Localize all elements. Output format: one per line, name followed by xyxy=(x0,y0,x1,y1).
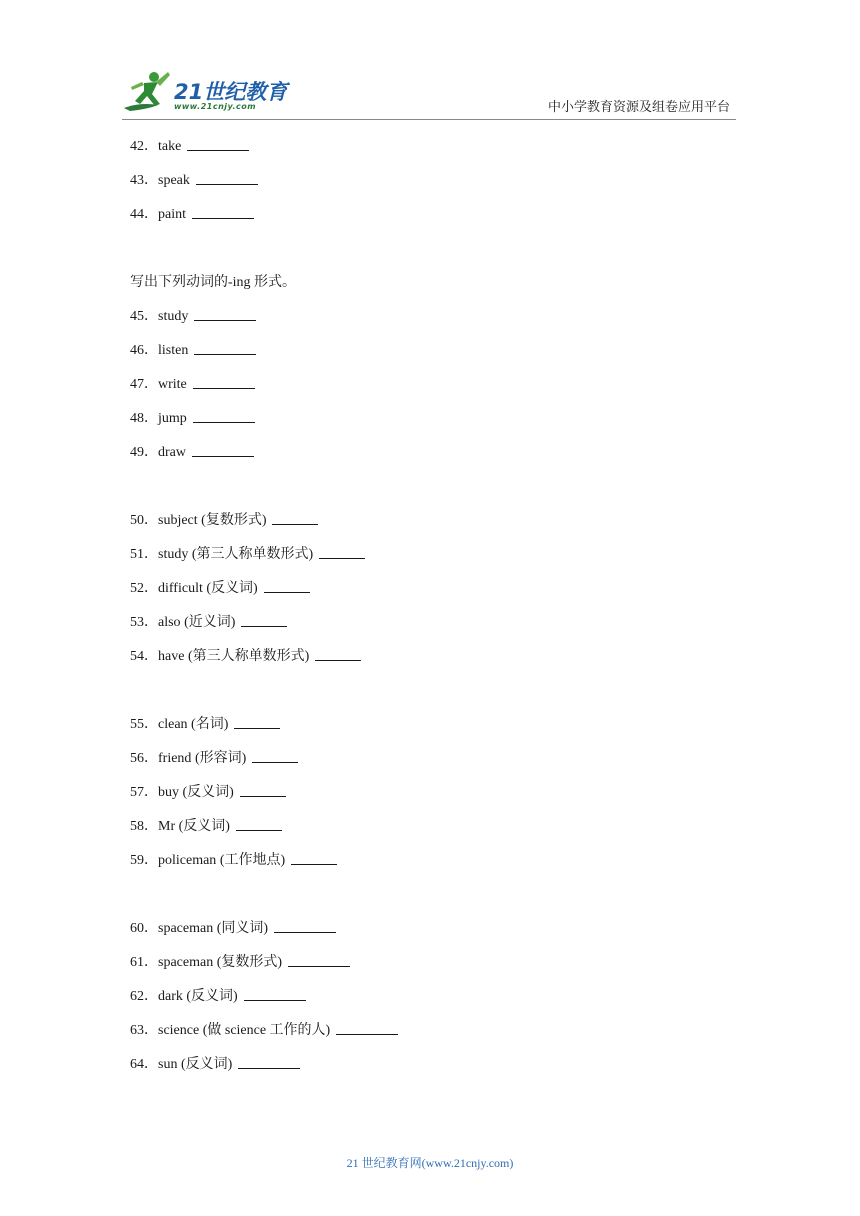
exercise-item xyxy=(130,983,750,1017)
item-hint: (名词) xyxy=(191,717,229,732)
exercise-list xyxy=(130,133,750,1085)
exercise-item xyxy=(130,541,750,575)
item-number: 63． xyxy=(130,1023,158,1038)
item-word: take xyxy=(158,139,182,154)
group-spacer xyxy=(130,881,750,915)
section-instruction: 写出下列动词的-ing 形式。 xyxy=(130,275,297,290)
item-hint: (同义词) xyxy=(216,921,269,936)
exercise-item xyxy=(130,711,750,745)
item-number: 43． xyxy=(130,173,158,188)
exercise-item xyxy=(130,1051,750,1085)
item-number: 54． xyxy=(130,649,158,664)
item-number: 44． xyxy=(130,207,158,222)
answer-blank[interactable] xyxy=(274,916,336,933)
logo xyxy=(122,68,292,118)
answer-blank[interactable] xyxy=(236,814,282,831)
item-word: write xyxy=(158,377,187,392)
item-number: 45． xyxy=(130,309,158,324)
item-word: have xyxy=(158,649,185,664)
exercise-item xyxy=(130,915,750,949)
item-hint: (复数形式) xyxy=(201,513,267,528)
item-number: 42． xyxy=(130,139,158,154)
item-number: 51． xyxy=(130,547,158,562)
item-word: spaceman xyxy=(158,921,214,936)
exercise-item xyxy=(130,813,750,847)
item-number: 59． xyxy=(130,853,158,868)
exercise-item xyxy=(130,303,750,337)
answer-blank[interactable] xyxy=(193,406,255,423)
exercise-item xyxy=(130,167,750,201)
item-word: clean xyxy=(158,717,188,732)
group-spacer xyxy=(130,473,750,507)
item-number: 58． xyxy=(130,819,158,834)
item-number: 55． xyxy=(130,717,158,732)
exercise-item xyxy=(130,405,750,439)
item-word: study xyxy=(158,309,189,324)
item-hint: (反义词) xyxy=(180,1057,233,1072)
group-spacer xyxy=(130,677,750,711)
item-number: 56． xyxy=(130,751,158,766)
item-hint: (第三人称单数形式) xyxy=(187,649,310,664)
answer-blank[interactable] xyxy=(291,848,337,865)
item-word: buy xyxy=(158,785,179,800)
answer-blank[interactable] xyxy=(192,440,254,457)
header-divider xyxy=(122,119,736,120)
exercise-item xyxy=(130,201,750,235)
exercise-item xyxy=(130,337,750,371)
item-word: study xyxy=(158,547,189,562)
running-man-icon xyxy=(122,68,174,114)
item-hint: (近义词) xyxy=(184,615,236,630)
item-hint: (第三人称单数形式) xyxy=(191,547,314,562)
answer-blank[interactable] xyxy=(194,304,256,321)
exercise-item xyxy=(130,847,750,881)
item-hint: (反义词) xyxy=(182,785,234,800)
item-number: 64． xyxy=(130,1057,158,1072)
item-number: 62． xyxy=(130,989,158,1004)
item-word: paint xyxy=(158,207,186,222)
answer-blank[interactable] xyxy=(196,168,258,185)
item-word: jump xyxy=(158,411,187,426)
item-word: difficult xyxy=(158,581,203,596)
answer-blank[interactable] xyxy=(288,950,350,967)
answer-blank[interactable] xyxy=(319,542,365,559)
item-hint: (反义词) xyxy=(178,819,230,834)
item-number: 47． xyxy=(130,377,158,392)
answer-blank[interactable] xyxy=(315,644,361,661)
page-header xyxy=(0,0,860,120)
item-number: 57． xyxy=(130,785,158,800)
item-hint: (复数形式) xyxy=(216,955,283,970)
item-word: dark xyxy=(158,989,183,1004)
exercise-item xyxy=(130,371,750,405)
item-hint: (工作地点) xyxy=(219,853,286,868)
item-number: 53． xyxy=(130,615,158,630)
exercise-item xyxy=(130,949,750,983)
answer-blank[interactable] xyxy=(244,984,306,1001)
header-tagline: 中小学教育资源及组卷应用平台 xyxy=(547,99,730,114)
answer-blank[interactable] xyxy=(234,712,280,729)
item-word: spaceman xyxy=(158,955,214,970)
item-number: 48． xyxy=(130,411,158,426)
item-hint: (做 science 工作的人) xyxy=(202,1023,331,1038)
exercise-item xyxy=(130,609,750,643)
item-word: friend xyxy=(158,751,192,766)
exercise-item xyxy=(130,507,750,541)
exercise-item xyxy=(130,575,750,609)
answer-blank[interactable] xyxy=(240,780,286,797)
answer-blank[interactable] xyxy=(187,134,249,151)
item-word: policeman xyxy=(158,853,217,868)
logo-text: 21世纪教育 xyxy=(174,80,288,104)
answer-blank[interactable] xyxy=(194,338,256,355)
exercise-item xyxy=(130,1017,750,1051)
item-word: sun xyxy=(158,1057,178,1072)
group-spacer xyxy=(130,235,750,269)
item-word: science xyxy=(158,1023,200,1038)
exercise-item xyxy=(130,745,750,779)
answer-blank[interactable] xyxy=(264,576,310,593)
answer-blank[interactable] xyxy=(238,1052,300,1069)
item-word: draw xyxy=(158,445,186,460)
item-hint: (反义词) xyxy=(206,581,258,596)
item-number: 49． xyxy=(130,445,158,460)
exercise-item xyxy=(130,779,750,813)
item-number: 50． xyxy=(130,513,158,528)
item-word: speak xyxy=(158,173,190,188)
item-number: 60． xyxy=(130,921,158,936)
logo-url: www.21cnjy.com xyxy=(174,102,257,111)
answer-blank[interactable] xyxy=(336,1018,398,1035)
item-hint: (反义词) xyxy=(186,989,238,1004)
answer-blank[interactable] xyxy=(192,202,254,219)
answer-blank[interactable] xyxy=(272,508,318,525)
exercise-item xyxy=(130,439,750,473)
item-word: Mr xyxy=(158,819,176,834)
item-word: subject xyxy=(158,513,198,528)
footer-text: 21 世纪教育网(www.21cnjy.com) xyxy=(346,1156,514,1170)
answer-blank[interactable] xyxy=(193,372,255,389)
item-word: listen xyxy=(158,343,189,358)
answer-blank[interactable] xyxy=(252,746,298,763)
item-number: 61． xyxy=(130,955,158,970)
item-number: 46． xyxy=(130,343,158,358)
item-number: 52． xyxy=(130,581,158,596)
exercise-item xyxy=(130,133,750,167)
item-hint: (形容词) xyxy=(194,751,247,766)
exercise-item xyxy=(130,643,750,677)
answer-blank[interactable] xyxy=(241,610,287,627)
item-word: also xyxy=(158,615,181,630)
